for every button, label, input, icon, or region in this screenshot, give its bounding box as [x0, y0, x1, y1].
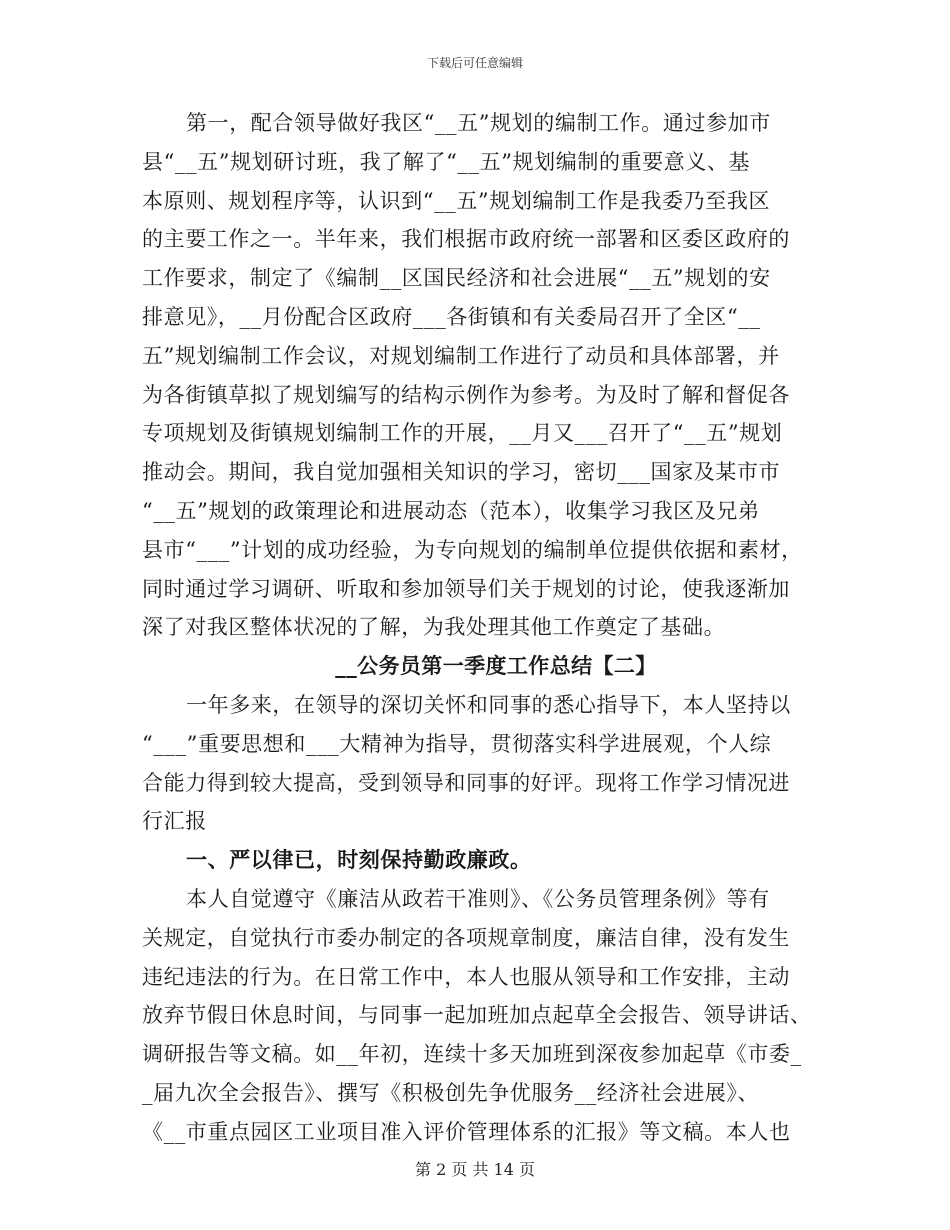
body-line: “__五”规划的政策理论和进展动态（范本），收集学习我区及兄弟 — [142, 498, 760, 523]
body-line: 排意见》，__月份配合区政府___各街镇和有关委局召开了全区“__ — [142, 304, 761, 329]
body-line: 县市“___”计划的成功经验，为专向规划的编制单位提供依据和素材， — [142, 537, 803, 562]
page-number: 第 2 页 共 14 页 — [415, 1160, 535, 1179]
body-line: 本原则、规划程序等，认识到“__五”规划编制工作是我委乃至我区 — [142, 188, 771, 213]
document-body — [142, 104, 822, 1152]
body-line: 关规定，自觉执行市委办制定的各项规章制度，廉洁自律，没有发生 — [142, 925, 790, 950]
body-line: 为各街镇草拟了规划编写的结构示例作为参考。为及时了解和督促各 — [142, 382, 790, 407]
body-line: “___”重要思想和___大精神为指导，贯彻落实科学进展观，个人综 — [142, 731, 772, 756]
section-title: __公务员第一季度工作总结【二】 — [335, 653, 657, 679]
body-line: 推动会。期间，我自觉加强相关知识的学习，密切___国家及某市市 — [142, 460, 781, 485]
subsection-heading: 一、严以律已，时刻保持勤政廉政。 — [186, 847, 532, 873]
body-line: 合能力得到较大提高，受到领导和同事的好评。现将工作学习情况进 — [142, 770, 790, 795]
body-line: 《__市重点园区工业项目准入评价管理体系的汇报》等文稿。本人也 — [142, 1119, 791, 1144]
body-line: 调研报告等文稿。如__年初，连续十多天加班到深夜参加起草《市委_ — [142, 1042, 802, 1067]
body-line: 放弃节假日休息时间，与同事一起加班加点起草全会报告、领导讲话、 — [142, 1003, 812, 1028]
body-line: 县“__五”规划研讨班，我了解了“__五”规划编制的重要意义、基 — [142, 149, 751, 174]
body-line: 深了对我区整体状况的了解，为我处理其他工作奠定了基础。 — [142, 615, 726, 640]
body-line: 本人自觉遵守《廉洁从政若干准则》、《公务员管理条例》等有 — [186, 886, 770, 911]
body-line: 工作要求，制定了《编制__区国民经济和社会进展“__五”规划的安 — [142, 266, 771, 291]
body-line: 的主要工作之一。半年来，我们根据市政府统一部署和区委区政府的 — [142, 227, 790, 252]
body-line: 一年多来，在领导的深切关怀和同事的悉心指导下，本人坚持以 — [186, 692, 791, 717]
body-line: 同时通过学习调研、听取和参加领导们关于规划的讨论，使我逐渐加 — [142, 576, 790, 601]
body-line: 第一，配合领导做好我区“__五”规划的编制工作。通过参加市 — [186, 111, 771, 135]
body-line: 专项规划及街镇规划编制工作的开展，__月又___召开了“__五”规划 — [142, 421, 783, 446]
body-line: 行汇报 — [142, 809, 207, 834]
body-line: 违纪违法的行为。在日常工作中，本人也服从领导和工作安排，主动 — [142, 964, 790, 989]
body-line: 五”规划编制工作会议，对规划编制工作进行了动员和具体部署，并 — [142, 343, 780, 368]
body-line: _届九次全会报告》、撰写《积极创先争优服务__经济社会进展》、 — [142, 1080, 760, 1105]
page-header: 下载后可任意编辑 — [426, 56, 523, 70]
